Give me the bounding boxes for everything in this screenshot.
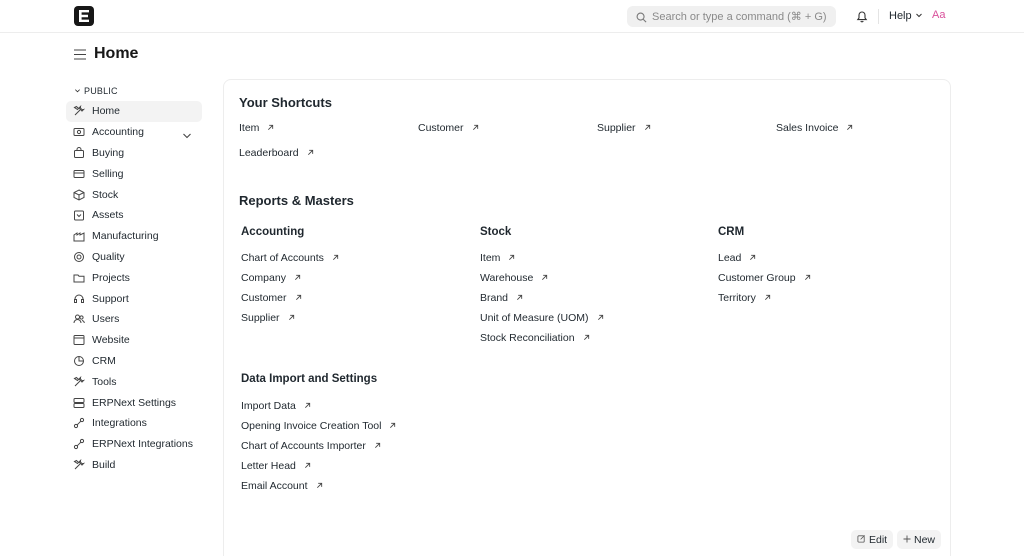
sidebar-item-label: Home — [92, 105, 121, 118]
sidebar-item-stock[interactable] — [66, 184, 202, 205]
sidebar-item-crm[interactable] — [66, 351, 202, 372]
link-label: Supplier — [241, 312, 280, 324]
sidebar-section-label: PUBLIC — [84, 86, 118, 96]
sidebar-item-label: ERPNext Settings — [92, 396, 177, 409]
link-item[interactable] — [480, 252, 515, 264]
link-label: Opening Invoice Creation Tool — [241, 420, 382, 432]
sidebar-item-label: Integrations — [92, 417, 147, 430]
sidebar-item-label: Support — [92, 292, 129, 305]
arrow-up-right-icon — [316, 480, 323, 492]
edit-label: Edit — [869, 533, 888, 546]
card-title-accounting: Accounting — [241, 226, 305, 238]
arrow-up-right-icon — [374, 440, 381, 452]
arrow-up-right-icon — [749, 252, 756, 264]
arrow-up-right-icon — [846, 122, 853, 134]
link-label: Customer — [241, 292, 287, 304]
link-company[interactable] — [241, 272, 301, 284]
projects-icon — [73, 272, 85, 284]
website-icon — [73, 334, 85, 346]
shortcut-label: Leaderboard — [239, 147, 299, 159]
link-label: Company — [241, 272, 286, 284]
arrow-up-right-icon — [644, 122, 651, 134]
shortcut-label: Item — [239, 122, 260, 134]
new-button[interactable] — [897, 530, 941, 549]
link-label: Warehouse — [480, 272, 534, 284]
new-label: New — [914, 533, 936, 546]
quality-icon — [73, 251, 85, 263]
arrow-up-right-icon — [295, 292, 302, 304]
chevron-down-icon[interactable] — [182, 128, 192, 143]
search-icon — [636, 11, 647, 26]
hamburger-menu-icon[interactable] — [74, 48, 86, 63]
stock-icon — [73, 189, 85, 201]
arrow-up-right-icon — [332, 252, 339, 264]
link-warehouse[interactable] — [480, 272, 548, 284]
link-email-account[interactable] — [241, 480, 323, 492]
sidebar-item-projects[interactable] — [66, 267, 202, 288]
shortcut-customer[interactable] — [418, 122, 479, 134]
link-label: Letter Head — [241, 460, 296, 472]
integrations-icon — [73, 417, 85, 429]
sidebar-section-public[interactable] — [74, 86, 118, 96]
avatar[interactable]: Aa — [932, 9, 946, 21]
shortcut-sales-invoice[interactable] — [776, 122, 853, 134]
edit-button[interactable] — [851, 530, 893, 549]
sidebar-item-label: CRM — [92, 354, 116, 367]
accounting-icon — [73, 126, 85, 138]
settings-icon — [73, 397, 85, 409]
chevron-down-icon — [74, 86, 81, 96]
selling-icon — [73, 168, 85, 180]
shortcut-supplier[interactable] — [597, 122, 651, 134]
sidebar-item-quality[interactable] — [66, 247, 202, 268]
sidebar-item-support[interactable] — [66, 288, 202, 309]
sidebar-item-buying[interactable] — [66, 143, 202, 164]
tools-icon — [73, 105, 85, 117]
sidebar-item-label: Projects — [92, 271, 130, 284]
crm-icon — [73, 355, 85, 367]
sidebar-item-label: Stock — [92, 188, 119, 201]
help-label: Help — [889, 10, 912, 22]
sidebar-item-website[interactable] — [66, 330, 202, 351]
chevron-down-icon — [915, 10, 923, 22]
link-import-data[interactable] — [241, 400, 311, 412]
arrow-up-right-icon — [307, 147, 314, 159]
link-label: Chart of Accounts — [241, 252, 324, 264]
shortcut-item[interactable] — [239, 122, 274, 134]
app-logo[interactable] — [74, 6, 94, 26]
link-chart-of-accounts[interactable] — [241, 252, 339, 264]
link-brand[interactable] — [480, 292, 523, 304]
link-label: Email Account — [241, 480, 308, 492]
sidebar-item-label: Website — [92, 334, 130, 347]
build-icon — [73, 459, 85, 471]
sidebar-item-label: ERPNext Integrations — [92, 438, 193, 451]
arrow-up-right-icon — [516, 292, 523, 304]
link-customer[interactable] — [241, 292, 302, 304]
card-title-crm: CRM — [718, 226, 745, 238]
link-customer-group[interactable] — [718, 272, 811, 284]
sidebar-item-home[interactable] — [66, 101, 202, 122]
sidebar — [66, 101, 202, 475]
arrow-up-right-icon — [597, 312, 604, 324]
card-title-data-import: Data Import and Settings — [241, 373, 378, 385]
users-icon — [73, 313, 85, 325]
link-label: Territory — [718, 292, 756, 304]
link-lead[interactable] — [718, 252, 756, 264]
link-label: Customer Group — [718, 272, 796, 284]
arrow-up-right-icon — [472, 122, 479, 134]
sidebar-item-label: Manufacturing — [92, 230, 159, 243]
arrow-up-right-icon — [304, 400, 311, 412]
arrow-up-right-icon — [389, 420, 396, 432]
sidebar-item-label: Assets — [92, 209, 124, 222]
plus-icon — [903, 534, 911, 546]
sidebar-item-tools[interactable] — [66, 371, 202, 392]
sidebar-item-manufacturing[interactable] — [66, 226, 202, 247]
notification-bell-icon[interactable] — [856, 10, 868, 26]
sidebar-item-label: Quality — [92, 250, 125, 263]
sidebar-item-integrations[interactable] — [66, 413, 202, 434]
shortcuts-title: Your Shortcuts — [239, 95, 332, 110]
sidebar-item-accounting[interactable] — [66, 122, 202, 143]
link-stock-reconciliation[interactable] — [480, 332, 590, 344]
navbar-divider — [878, 9, 879, 24]
shortcut-label: Sales Invoice — [776, 122, 839, 134]
sidebar-item-assets[interactable] — [66, 205, 202, 226]
link-opening-invoice-tool[interactable] — [241, 420, 396, 432]
link-territory[interactable] — [718, 292, 771, 304]
support-icon — [73, 293, 85, 305]
arrow-up-right-icon — [541, 272, 548, 284]
sidebar-item-label: Users — [92, 313, 120, 326]
link-supplier[interactable] — [241, 312, 295, 324]
link-unit-of-measure[interactable] — [480, 312, 604, 324]
arrow-up-right-icon — [294, 272, 301, 284]
sidebar-item-label: Buying — [92, 146, 125, 159]
sidebar-item-label: Build — [92, 458, 116, 471]
link-label: Brand — [480, 292, 509, 304]
card-title-stock: Stock — [480, 226, 512, 238]
shortcut-leaderboard[interactable] — [239, 147, 314, 159]
edit-icon — [857, 534, 866, 546]
link-label: Lead — [718, 252, 742, 264]
buying-icon — [73, 147, 85, 159]
arrow-up-right-icon — [304, 460, 311, 472]
help-dropdown[interactable] — [889, 10, 923, 22]
shortcut-label: Customer — [418, 122, 464, 134]
link-label: Chart of Accounts Importer — [241, 440, 366, 452]
shortcut-label: Supplier — [597, 122, 636, 134]
arrow-up-right-icon — [804, 272, 811, 284]
assets-icon — [73, 209, 85, 221]
sidebar-item-build[interactable] — [66, 455, 202, 476]
link-label: Import Data — [241, 400, 296, 412]
link-chart-of-accounts-importer[interactable] — [241, 440, 381, 452]
search-input[interactable] — [627, 6, 836, 27]
tools-icon — [73, 376, 85, 388]
sidebar-item-erpnext-settings[interactable] — [66, 392, 202, 413]
arrow-up-right-icon — [508, 252, 515, 264]
sidebar-item-selling[interactable] — [66, 163, 202, 184]
sidebar-item-users[interactable] — [66, 309, 202, 330]
sidebar-item-erpnext-integrations[interactable] — [66, 434, 202, 455]
sidebar-item-label: Selling — [92, 167, 124, 180]
sidebar-item-label: Tools — [92, 375, 117, 388]
manufacturing-icon — [73, 230, 85, 242]
arrow-up-right-icon — [583, 332, 590, 344]
sidebar-item-label: Accounting — [92, 126, 144, 139]
link-label: Stock Reconciliation — [480, 332, 575, 344]
arrow-up-right-icon — [267, 122, 274, 134]
link-letter-head[interactable] — [241, 460, 311, 472]
page-title: Home — [94, 45, 139, 62]
integrations-icon — [73, 438, 85, 450]
search-placeholder: Search or type a command (⌘ + G) — [652, 11, 827, 23]
arrow-up-right-icon — [288, 312, 295, 324]
link-label: Unit of Measure (UOM) — [480, 312, 589, 324]
reports-title: Reports & Masters — [239, 193, 354, 208]
navbar — [0, 0, 1024, 33]
link-label: Item — [480, 252, 501, 264]
arrow-up-right-icon — [764, 292, 771, 304]
